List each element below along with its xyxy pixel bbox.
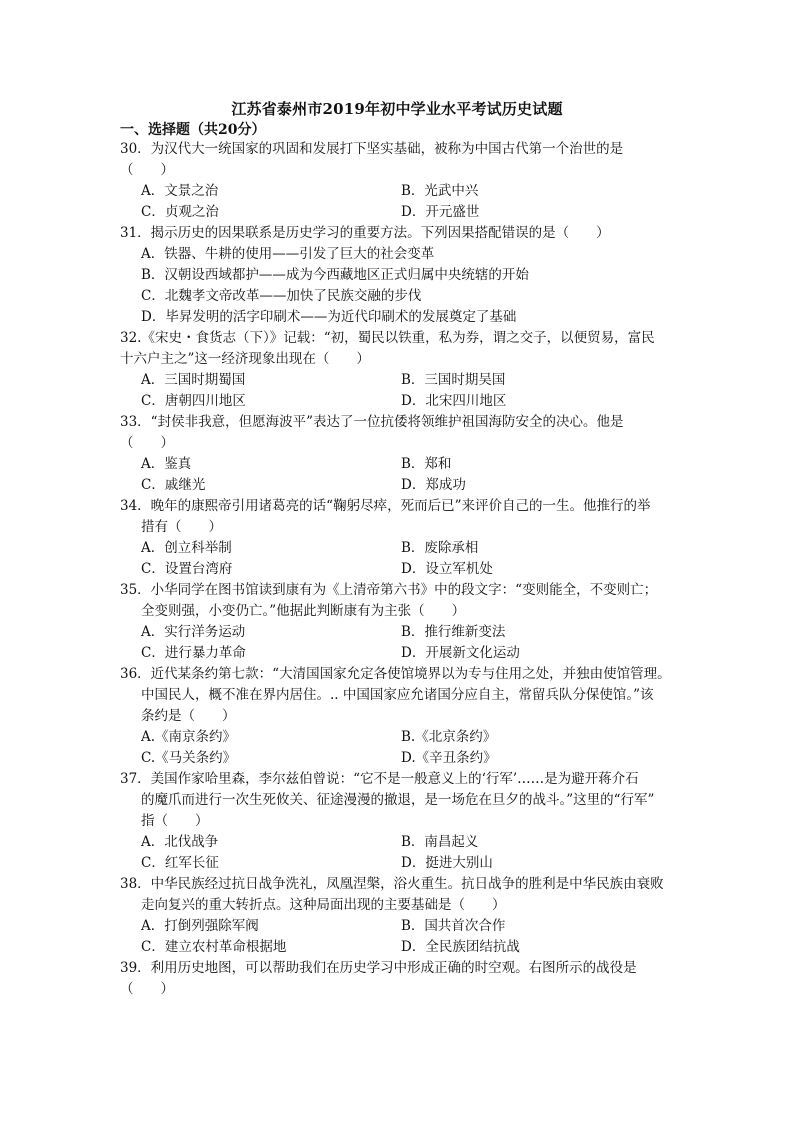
question-stem-line: 33．“封侯非我意，但愿海波平”表达了一位抗倭将领维护祖国海防安全的决心。他是 <box>120 414 624 430</box>
question-stem-line: 37．美国作家哈里森，李尔兹伯曾说：“它不是一般意义上的‘行军’……是为避开蒋介石 <box>120 771 639 787</box>
question-stem-line: 39．利用历史地图，可以帮助我们在历史学习中形成正确的时空观。右图所示的战役是 <box>120 960 637 976</box>
question-stem-line: （ ） <box>120 981 174 997</box>
question-30 <box>120 139 680 223</box>
question-31 <box>120 223 680 328</box>
question-35 <box>120 580 680 664</box>
option-b: B．推行维新变法 <box>401 624 506 640</box>
option-a: A．创立科举制 <box>141 540 232 556</box>
option-b: B．废除承相 <box>401 540 479 556</box>
option-c: C．进行暴力革命 <box>141 645 246 661</box>
question-stem-line: 措有（ ） <box>141 519 222 535</box>
question-stem-line: （ ） <box>120 162 174 178</box>
question-stem-line: 36．近代某条约第七款：“大清国国家允定各使馆境界以为专与住用之处，并独由使馆管理。 <box>120 666 671 682</box>
option-c: C．北魏孝文帝改革——加快了民族交融的步伐 <box>141 288 422 304</box>
option-c: C．红军长征 <box>141 855 219 871</box>
exam-title: 江苏省泰州市2019年初中学业水平考试历史试题 <box>231 100 563 118</box>
option-a: A．三国时期蜀国 <box>141 372 246 388</box>
question-stem-line: 31．揭示历史的因果联系是历史学习的重要方法。下列因果搭配错误的是（ ） <box>120 225 610 241</box>
option-c: C．建立农村革命根据地 <box>141 939 287 955</box>
question-stem-line: 全变则强，小变仍亡。”他据此判断康有为主张（ ） <box>141 603 466 619</box>
section-heading: 一、选择题（共20分） <box>120 122 266 138</box>
option-c: C．戚继光 <box>141 477 206 493</box>
option-a: A．鉴真 <box>141 456 192 472</box>
option-d: D．设立军机处 <box>401 561 493 577</box>
question-34 <box>120 496 680 580</box>
option-c: C.《马关条约》 <box>141 750 237 766</box>
option-d: D．开展新文化运动 <box>401 645 520 661</box>
option-a: A．铁器、牛耕的使用——引发了巨大的社会变革 <box>141 246 435 262</box>
option-c: C．贞观之治 <box>141 204 219 220</box>
option-b: B．汉朝设西域都护——成为今西藏地区正式归属中央统辖的开始 <box>141 267 529 283</box>
option-d: D．全民族团结抗战 <box>401 939 520 955</box>
question-stem-line: 走向复兴的重大转折点。这种局面出现的主要基础是（ ） <box>141 897 506 913</box>
option-b: B．光武中兴 <box>401 183 479 199</box>
question-stem-line: 35．小华同学在图书馆读到康有为《上清帝第六书》中的段文字：“变则能全，不变则亡； <box>120 582 658 598</box>
option-a: A．实行洋务运动 <box>141 624 246 640</box>
option-a: A．文景之治 <box>141 183 219 199</box>
question-33 <box>120 412 680 496</box>
question-stem-line: （ ） <box>120 435 174 451</box>
question-stem-line: 的魔爪而进行一次生死攸关、征途漫漫的撤退，是一场危在旦夕的战斗。”这里的“行军” <box>141 792 655 808</box>
option-d: D．开元盛世 <box>401 204 480 220</box>
question-37 <box>120 769 680 874</box>
question-39 <box>120 958 680 1000</box>
option-b: B．三国时期吴国 <box>401 372 506 388</box>
option-b: B．郑和 <box>401 456 452 472</box>
question-stem-line: 34．晚年的康熙帝引用诸葛亮的话“鞠躬尽瘁，死而后已”来评价自己的一生。他推行的举 <box>120 498 651 514</box>
option-d: D．郑成功 <box>401 477 466 493</box>
option-d: D．挺进大别山 <box>401 855 493 871</box>
question-stem-line: 十六户主之”这一经济现象出现在（ ） <box>120 351 370 367</box>
option-a: A．北伐战争 <box>141 834 219 850</box>
question-32 <box>120 328 680 412</box>
option-a: A.《南京条约》 <box>141 729 237 745</box>
option-c: C．唐朝四川地区 <box>141 393 246 409</box>
question-stem-line: 指（ ） <box>141 813 209 829</box>
question-stem-line: 条约是（ ） <box>141 708 236 724</box>
option-d: D．毕昇发明的活字印刷术——为近代印刷术的发展奠定了基础 <box>141 309 517 325</box>
question-list <box>120 139 680 1000</box>
question-38 <box>120 874 680 958</box>
option-c: C．设置台湾府 <box>141 561 233 577</box>
question-stem-line: 30．为汉代大一统国家的巩固和发展打下坚实基础，被称为中国古代第一个治世的是 <box>120 141 624 157</box>
question-stem-line: 中国民人，概不准在界内居住。.. 中国国家应允诸国分应自主，常留兵队分保使馆。”该 <box>141 687 654 703</box>
option-d: D.《辛丑条约》 <box>401 750 497 766</box>
question-36 <box>120 664 680 769</box>
option-a: A．打倒列强除军阀 <box>141 918 259 934</box>
question-stem-line: 32.《宋史・食货志（下）》记载：“初，蜀民以铁重，私为券，谓之交子，以便贸易，富民 <box>120 330 655 346</box>
option-b: B．南昌起义 <box>401 834 479 850</box>
option-d: D．北宋四川地区 <box>401 393 507 409</box>
question-stem-line: 38．中华民族经过抗日战争洗礼，凤凰涅槃，浴火重生。抗日战争的胜利是中华民族由衰败 <box>120 876 664 892</box>
option-b: B．国共首次合作 <box>401 918 506 934</box>
option-b: B.《北京条约》 <box>401 729 497 745</box>
